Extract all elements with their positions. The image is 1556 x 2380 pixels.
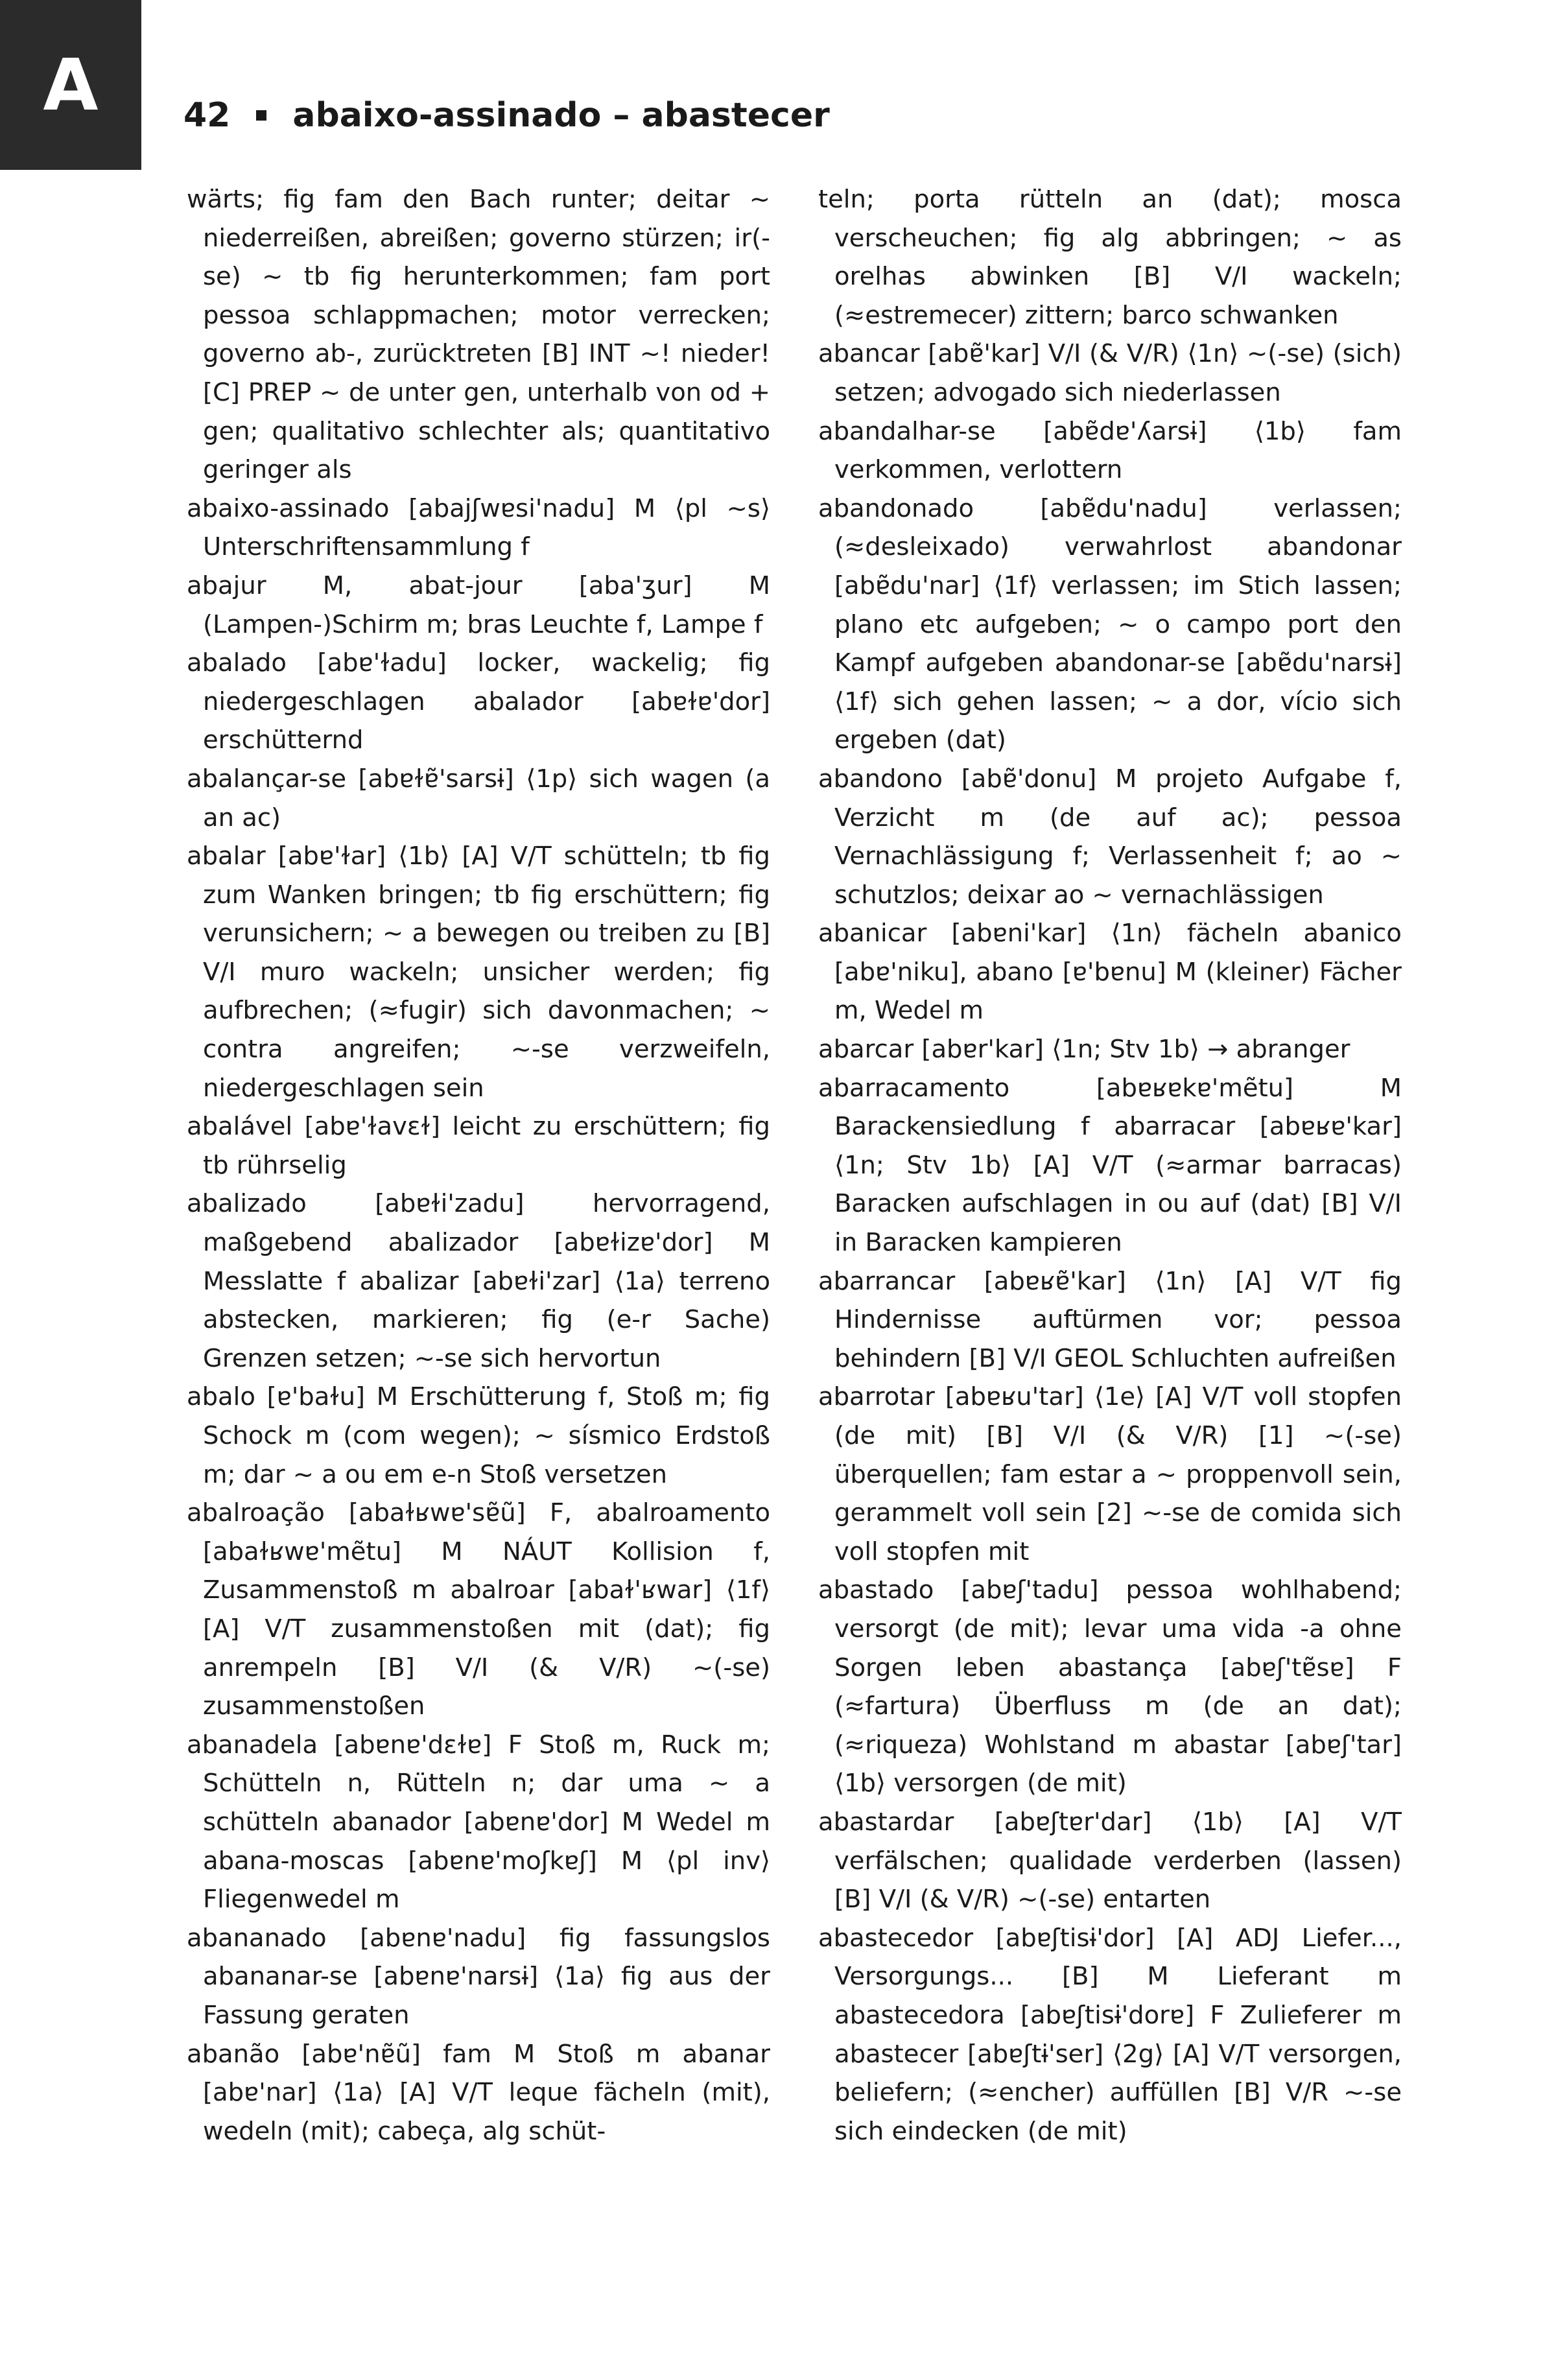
page-number: 42 [183,96,231,135]
thumb-index-letter: A [43,43,99,126]
dictionary-entry: abanão [abɐ'nɐ̃ũ] fam M Stoß m abanar [abɐ'nar] ⟨1a⟩ [A] V/T leque fächeln (mit), wedeln (mit); cabeça, alg schüt- [187,2039,770,2146]
dictionary-entry: abanadela [abɐnɐ'dɛɫɐ] F Stoß m, Ruck m; Schütteln n, Rütteln n; dar uma ~ a schütteln abanador [abɐnɐ'dor] M Wedel m abana-moscas [abɐnɐ'moʃkɐʃ] M ⟨pl inv⟩ Fliegenwedel m [187,1730,770,1915]
dictionary-entry: abalável [abɐ'ɫavɛɫ] leicht zu erschüttern; fig tb rührselig [187,1112,770,1180]
dictionary-entry: abalar [abɐ'ɫar] ⟨1b⟩ [A] V/T schütteln; tb fig zum Wanken bringen; tb fig erschüttern; fig verunsichern; ~ a bewegen ou treiben zu [B] V/I muro wackeln; unsicher werden; fig aufbrechen; (≈fugir) sich davonmachen; ~ contra angreifen; ~-se verzweifeln, niedergeschlagen sein [187,842,770,1103]
dictionary-entry: abalroação [abaɫʁwɐ'sɐ̃ũ] F, abalroamento [abaɫʁwɐ'mẽtu] M NÁUT Kollision f, Zusammenstoß m abalroar [abaɫ'ʁwar] ⟨1f⟩ [A] V/T zusammenstoßen mit (dat); fig anrempeln [B] V/I (& V/R) ~(-se) zusammenstoßen [187,1498,770,1721]
right-column [818,180,1402,2150]
dictionary-entry: abananado [abɐnɐ'nadu] fig fassungslos abananar-se [abɐnɐ'narsɨ] ⟨1a⟩ fig aus der Fassung geraten [187,1923,770,2030]
running-head [183,89,830,141]
dictionary-entry: abandalhar-se [abɐ̃dɐ'ʎarsɨ] ⟨1b⟩ fam verkommen, verlottern [818,416,1402,485]
dictionary-entry: abandonado [abɐ̃du'nadu] verlassen; (≈desleixado) verwahrlost abandonar [abɐ̃du'nar] ⟨1f⟩ verlassen; im Stich lassen; plano etc aufgeben; ~ o campo port den Kampf aufgeben abandonar-se [abɐ̃du'narsɨ] ⟨1f⟩ sich gehen lassen; ~ a dor, vício sich ergeben (dat) [818,493,1402,755]
dictionary-entry: abalado [abɐ'ɫadu] locker, wackelig; fig niedergeschlagen abalador [abɐɫɐ'dor] erschütternd [187,648,770,755]
separator-square-icon [256,110,266,121]
dictionary-entry: wärts; fig fam den Bach runter; deitar ~ niederreißen, abreißen; governo stürzen; ir(-se) ~ tb fig herunterkommen; fam port pessoa schlappmachen; motor verrecken; governo ab-, zurücktreten [B] INT ~! nieder! [C] PREP ~ de unter gen, unterhalb von od + gen; qualitativo schlechter als; quantitativo geringer als [187,185,770,485]
dictionary-entry: abandono [abɐ̃'donu] M projeto Aufgabe f, Verzicht m (de auf ac); pessoa Vernachlässigung f; Verlassenheit f; ao ~ schutzlos; deixar ao ~ vernachlässigen [818,764,1402,910]
dictionary-entry: teln; porta rütteln an (dat); mosca verscheuchen; fig alg abbringen; ~ as orelhas abwinken [B] V/I wackeln; (≈estremecer) zittern; barco schwanken [818,185,1402,330]
dictionary-entry: abaixo-assinado [abajʃwɐsi'nadu] M ⟨pl ~s⟩ Unterschriftensammlung f [187,493,770,562]
dictionary-entry: abalo [ɐ'baɫu] M Erschütterung f, Stoß m; fig Schock m (com wegen); ~ sísmico Erdstoß m; dar ~ a ou em e-n Stoß versetzen [187,1382,770,1489]
dictionary-entry: abajur M, abat-jour [aba'ʒur] M (Lampen-)Schirm m; bras Leuchte f, Lampe f [187,571,770,639]
dictionary-entry: abalizado [abɐɫi'zadu] hervorragend, maßgebend abalizador [abɐɫizɐ'dor] M Messlatte f abalizar [abɐɫi'zar] ⟨1a⟩ terreno abstecken, markieren; fig (e-r Sache) Grenzen setzen; ~-se sich hervortun [187,1189,770,1373]
dictionary-entry: abarrancar [abɐʁɐ̃'kar] ⟨1n⟩ [A] V/T fig Hindernisse auftürmen vor; pessoa behindern [B] V/I GEOL Schluchten aufreißen [818,1266,1402,1373]
dictionary-entry: abarracamento [abɐʁɐkɐ'mẽtu] M Barackensiedlung f abarracar [abɐʁɐ'kar] ⟨1n; Stv 1b⟩ [A] V/T (≈armar barracas) Baracken aufschlagen in ou auf (dat) [B] V/I in Baracken kampieren [818,1073,1402,1258]
dictionary-entry: abanicar [abɐni'kar] ⟨1n⟩ fächeln abanico [abɐ'niku], abano [ɐ'bɐnu] M (kleiner) Fächer m, Wedel m [818,919,1402,1026]
running-head-title: abaixo-assinado – abastecer [292,96,830,135]
dictionary-entry: abastecedor [abɐʃtisɨ'dor] [A] ADJ Liefer..., Versorgungs... [B] M Lieferant m abastecedora [abɐʃtisɨ'dorɐ] F Zulieferer m abastecer [abɐʃtɨ'ser] ⟨2g⟩ [A] V/T versorgen, beliefern; (≈encher) auffüllen [B] V/R ~-se sich eindecken (de mit) [818,1923,1402,2146]
thumb-index-tab [0,0,141,170]
dictionary-entry: abancar [abɐ̃'kar] V/I (& V/R) ⟨1n⟩ ~(-se) (sich) setzen; advogado sich niederlassen [818,339,1402,407]
dictionary-entry: abarrotar [abɐʁu'tar] ⟨1e⟩ [A] V/T voll stopfen (de mit) [B] V/I (& V/R) [1] ~(-se) überquellen; fam estar a ~ proppenvoll sein, gerammelt voll sein [2] ~-se de comida sich voll stopfen mit [818,1382,1402,1566]
left-column [187,180,770,2150]
dictionary-entry: abarcar [abɐr'kar] ⟨1n; Stv 1b⟩ → abranger [818,1035,1350,1065]
dictionary-entry: abastado [abɐʃ'tadu] pessoa wohlhabend; versorgt (de mit); levar uma vida -a ohne Sorgen leben abastança [abɐʃ'tɐ̃sɐ] F (≈fartura) Überfluss m (de an dat); (≈riqueza) Wohlstand m abastar [abɐʃ'tar] ⟨1b⟩ versorgen (de mit) [818,1575,1402,1798]
dictionary-entry: abalançar-se [abɐɫɐ̃'sarsɨ] ⟨1p⟩ sich wagen (a an ac) [187,764,770,832]
dictionary-entry: abastardar [abɐʃtɐr'dar] ⟨1b⟩ [A] V/T verfälschen; qualidade verderben (lassen) [B] V/I (& V/R) ~(-se) entarten [818,1807,1402,1915]
